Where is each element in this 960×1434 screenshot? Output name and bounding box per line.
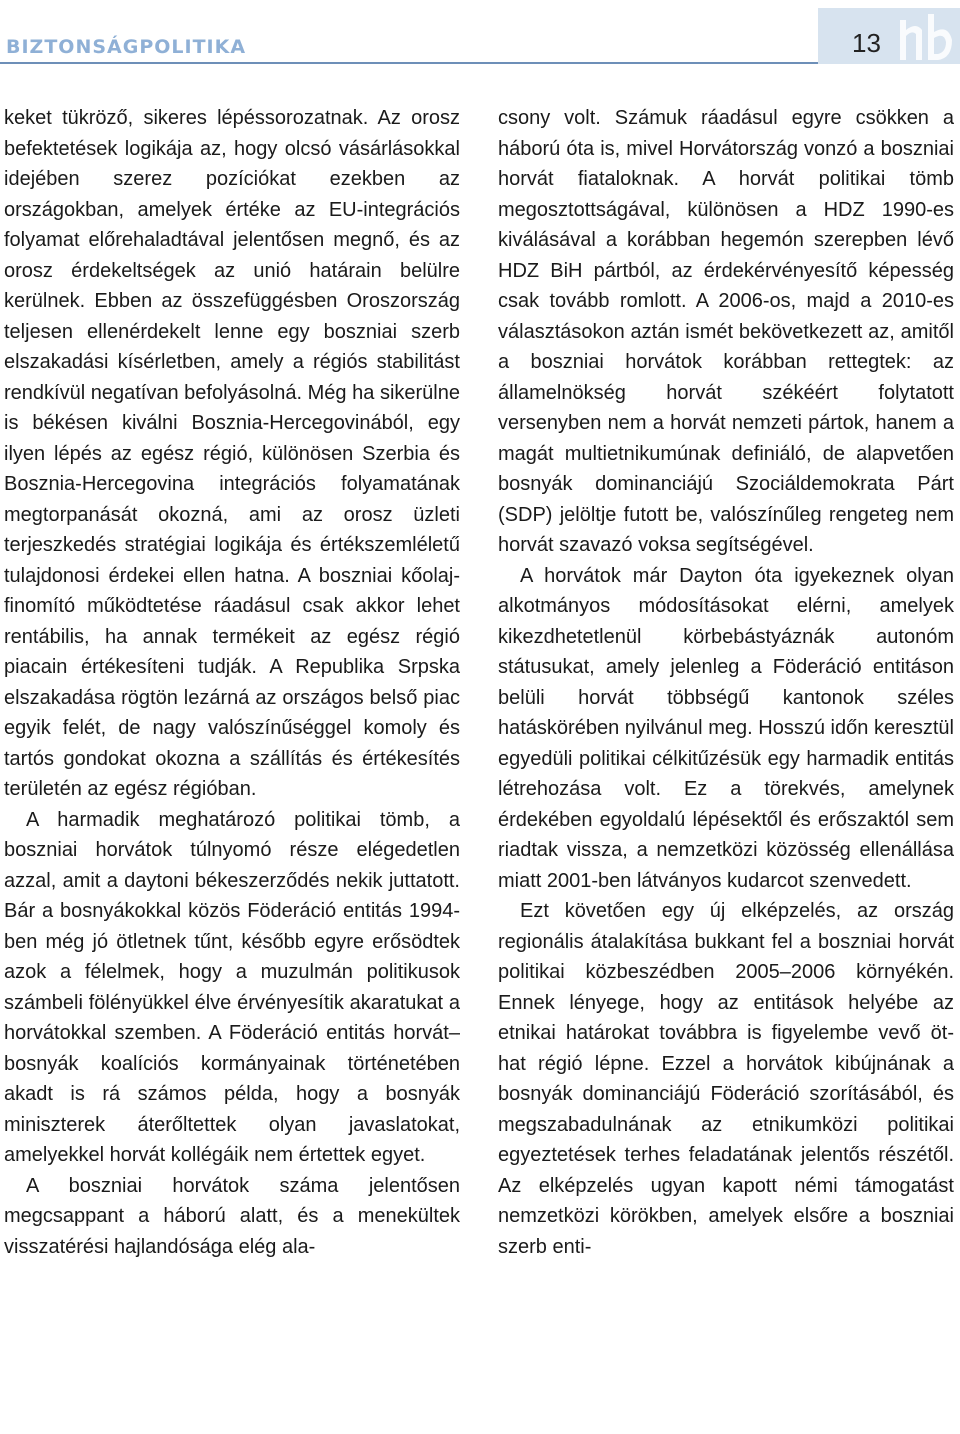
paragraph: Ezt követően egy új elképzelés, az ország regionális átalakítása bukkant fel a boszniai horvát politikai közbeszédben 2005–2006 környékén. Ennek lényege, hogy az entitások helyébe az etnikai határokat továbbra is figyelembe vevő öt-hat régió lépne. Ezzel a horvátok kibújnának a bosnyák dominanciájú Föderáció szorításából, és megszabadulnának az etnikumközi politikai egyeztetések terhes feladatának jelentős részétől. Az elképzelés ugyan kapott némi támogatást nemzetközi körökben, amelyek elsőre a boszniai szerb enti- (498, 900, 954, 1258)
nb-logo-icon (898, 12, 956, 62)
paragraph: keket tükröző, sikeres lépéssorozatnak. Az orosz befektetések logikája az, hogy olcsó vásárlásokkal idejében szerez pozíciókat ezekben az országokban, amelyek értéke az EU-integrációs folyamat előrehaladtával jelentősen megnő, és az orosz érdekeltségek az unió határain belülre kerülnek. Ebben az összefüggésben Oroszország teljesen ellenérdekelt lenne egy boszniai szerb elszakadási kísérletben, amely a régiós stabilitást rendkívül negatívan befolyásolná. Még ha sikerülne is békésen kiválni Bosznia-Hercegovinából, egy ilyen lépés az egész régió, különösen Szerbia és Bosznia-Hercegovina integrációs folyamatának megtorpanását okozná, ami az orosz üzleti terjeszkedés stratégiai logikája és értékszemléletű tulajdonosi érdekei ellen hatna. A boszniai kőolaj-finomító működtetése ráadásul csak akkor lehet rentábilis, ha annak termékeit az egész régió piacain értékesíteni tudják. A Republika Srpska elszakadása rögtön lezárná az országos belső piac egyik felét, de nagy valószínűséggel komoly és tartós gondokat okozna a szállítás és értékesítés területén az egész régióban. (4, 107, 460, 800)
paragraph: csony volt. Számuk ráadásul egyre csökken a háború óta is, mivel Horvátország vonzó a boszniai horvát fiataloknak. A horvát politikai tömb megosztottságával, különösen a HDZ 1990-es kiválásával a korábban hegemón szerepben lévő HDZ BiH pártból, az érdekérvényesítő képesség csak tovább romlott. A 2006-os, majd a 2010-es választásokon aztán ismét bekövetkezett az, amitől a boszniai horvátok korábban rettegtek: az államelnökség horvát székéért folytatott versenyben nem a horvát nemzeti pártok, hanem a magát multietnikumúnak definiáló, de alapvetően bosnyák dominanciájú Szociáldemokrata Párt (SDP) jelöltje futott be, valószínűleg rengeteg nem horvát szavazó voksa segítségével. (498, 107, 954, 556)
paragraph: A boszniai horvátok száma jelentősen megcsappant a háború alatt, és a menekültek visszatérési hajlandósága elég ala- (4, 1174, 460, 1258)
left-column (4, 103, 460, 1262)
paragraph: A horvátok már Dayton óta igyekeznek olyan alkotmányos módosításokat elérni, amelyek kikezdhetetlenül körbebástyáznák autonóm státusukat, amely jelenleg a Föderáció entitáson belüli horvát többségű kantonok széles hatáskörében nyilvánul meg. Hosszú időn keresztül egyedüli politikai célkitűzésük egy harmadik entitás létrehozása volt. Ez a törekvés, amelynek érdekében egyoldalú lépésektől és erőszaktól sem riadtak vissza, a nemzetközi közösség ellenállása miatt 2001-ben látványos kudarcot szenvedett. (498, 564, 954, 892)
page-number-box (818, 8, 960, 64)
paragraph: A harmadik meghatározó politikai tömb, a boszniai horvátok túlnyomó része elégedetlen azzal, amit a daytoni békeszerződés nekik juttatott. Bár a bosnyákokkal közös Föderáció entitás 1994-ben még jó ötletnek tűnt, később egyre erősödtek azok a félelmek, hogy a muzulmán politikusok számbeli fölényükkel élve érvényesítik akaratukat a horvátokkal szemben. A Föderáció entitás horvát–bosnyák koalíciós kormányainak történetében akadt is rá számos példa, hogy a bosnyák miniszterek áterőltettek olyan javaslatokat, amelyekkel horvát kollégáik nem értettek egyet. (4, 808, 460, 1166)
page-number: 13 (852, 28, 881, 58)
header-rule (0, 62, 818, 64)
page-header (0, 0, 960, 70)
right-column (498, 103, 954, 1262)
section-title: BIZTONSÁGPOLITIKA (6, 36, 247, 58)
